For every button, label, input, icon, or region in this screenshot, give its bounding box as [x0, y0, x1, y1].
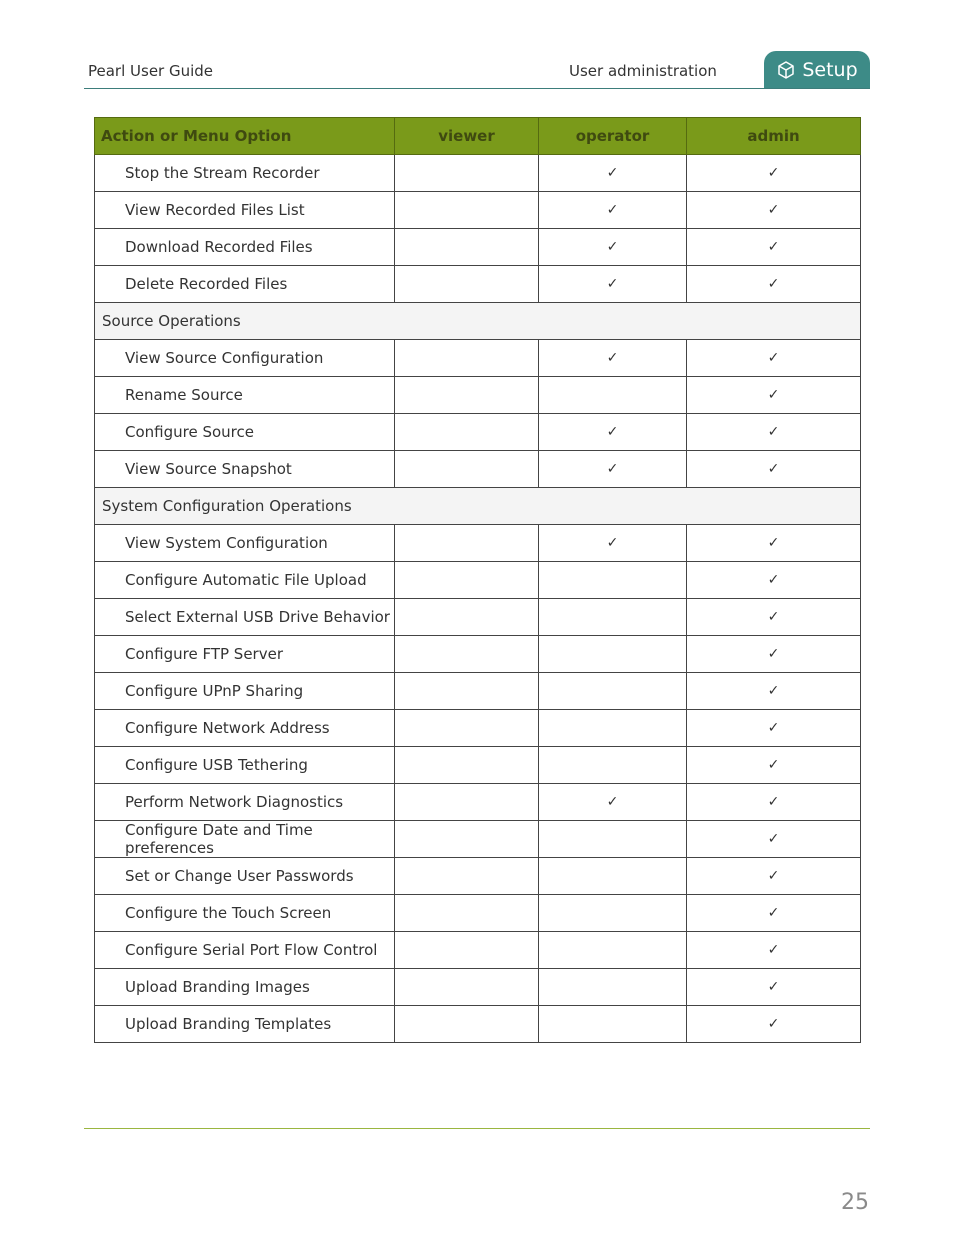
operator-permission-cell: [539, 747, 687, 784]
operator-permission-cell: [539, 969, 687, 1006]
table-row: [95, 266, 861, 303]
table-row: [95, 414, 861, 451]
section-label: System Configuration Operations: [95, 488, 861, 525]
viewer-permission-cell: [395, 895, 539, 932]
operator-permission-cell: [539, 636, 687, 673]
viewer-permission-cell: [395, 414, 539, 451]
admin-permission-cell: ✓: [687, 340, 861, 377]
viewer-permission-cell: [395, 229, 539, 266]
operator-permission-cell: [539, 932, 687, 969]
table-body: [95, 155, 861, 1043]
action-label: Download Recorded Files: [95, 229, 395, 266]
admin-permission-cell: ✓: [687, 932, 861, 969]
setup-tab[interactable]: [764, 51, 870, 88]
viewer-permission-cell: [395, 747, 539, 784]
operator-permission-cell: ✓: [539, 414, 687, 451]
permissions-table: [94, 117, 861, 1043]
admin-permission-cell: ✓: [687, 562, 861, 599]
operator-permission-cell: [539, 599, 687, 636]
admin-permission-cell: ✓: [687, 821, 861, 858]
admin-permission-cell: ✓: [687, 1006, 861, 1043]
operator-permission-cell: [539, 1006, 687, 1043]
admin-permission-cell: ✓: [687, 858, 861, 895]
guide-title: Pearl User Guide: [88, 62, 214, 80]
table-row: [95, 710, 861, 747]
admin-permission-cell: ✓: [687, 636, 861, 673]
admin-permission-cell: ✓: [687, 784, 861, 821]
table-row: [95, 784, 861, 821]
admin-permission-cell: ✓: [687, 525, 861, 562]
action-label: Configure Automatic File Upload: [95, 562, 395, 599]
table-row: [95, 1006, 861, 1043]
operator-permission-cell: [539, 895, 687, 932]
viewer-permission-cell: [395, 710, 539, 747]
admin-permission-cell: ✓: [687, 969, 861, 1006]
admin-permission-cell: ✓: [687, 599, 861, 636]
operator-permission-cell: [539, 821, 687, 858]
admin-permission-cell: ✓: [687, 414, 861, 451]
viewer-permission-cell: [395, 969, 539, 1006]
action-label: Upload Branding Images: [95, 969, 395, 1006]
viewer-permission-cell: [395, 932, 539, 969]
action-label: Set or Change User Passwords: [95, 858, 395, 895]
action-label: Delete Recorded Files: [95, 266, 395, 303]
table-row: [95, 525, 861, 562]
column-header-action: Action or Menu Option: [95, 118, 395, 155]
viewer-permission-cell: [395, 377, 539, 414]
operator-permission-cell: ✓: [539, 229, 687, 266]
table-row: [95, 932, 861, 969]
operator-permission-cell: ✓: [539, 192, 687, 229]
admin-permission-cell: ✓: [687, 451, 861, 488]
column-header-viewer: viewer: [395, 118, 539, 155]
action-label: Configure FTP Server: [95, 636, 395, 673]
operator-permission-cell: ✓: [539, 451, 687, 488]
action-label: View System Configuration: [95, 525, 395, 562]
table-row: [95, 451, 861, 488]
action-label: View Recorded Files List: [95, 192, 395, 229]
admin-permission-cell: ✓: [687, 229, 861, 266]
operator-permission-cell: ✓: [539, 340, 687, 377]
operator-permission-cell: ✓: [539, 266, 687, 303]
table-row: [95, 599, 861, 636]
viewer-permission-cell: [395, 1006, 539, 1043]
cube-icon: [776, 60, 796, 80]
admin-permission-cell: ✓: [687, 155, 861, 192]
action-label: Configure the Touch Screen: [95, 895, 395, 932]
page-number: 25: [841, 1190, 869, 1215]
page-header: [84, 50, 870, 89]
table-row: [95, 821, 861, 858]
table-row: [95, 192, 861, 229]
action-label: Perform Network Diagnostics: [95, 784, 395, 821]
admin-permission-cell: ✓: [687, 673, 861, 710]
operator-permission-cell: [539, 858, 687, 895]
section-title: User administration: [569, 62, 717, 80]
viewer-permission-cell: [395, 192, 539, 229]
action-label: Configure Serial Port Flow Control: [95, 932, 395, 969]
table-row: [95, 895, 861, 932]
admin-permission-cell: ✓: [687, 747, 861, 784]
admin-permission-cell: ✓: [687, 192, 861, 229]
table-row: [95, 340, 861, 377]
operator-permission-cell: ✓: [539, 525, 687, 562]
table-row: [95, 377, 861, 414]
action-label: Configure UPnP Sharing: [95, 673, 395, 710]
viewer-permission-cell: [395, 821, 539, 858]
table-row: [95, 636, 861, 673]
action-label: Rename Source: [95, 377, 395, 414]
viewer-permission-cell: [395, 673, 539, 710]
action-label: Stop the Stream Recorder: [95, 155, 395, 192]
operator-permission-cell: [539, 673, 687, 710]
footer-divider: [84, 1128, 870, 1129]
viewer-permission-cell: [395, 858, 539, 895]
table-row: [95, 969, 861, 1006]
setup-tab-label: Setup: [802, 58, 858, 81]
table-row: [95, 229, 861, 266]
operator-permission-cell: [539, 710, 687, 747]
operator-permission-cell: [539, 562, 687, 599]
viewer-permission-cell: [395, 155, 539, 192]
action-label: View Source Configuration: [95, 340, 395, 377]
action-label: Configure Date and Time preferences: [95, 821, 395, 858]
admin-permission-cell: ✓: [687, 895, 861, 932]
section-row: [95, 488, 861, 525]
table-row: [95, 562, 861, 599]
section-label: Source Operations: [95, 303, 861, 340]
viewer-permission-cell: [395, 562, 539, 599]
action-label: Configure Source: [95, 414, 395, 451]
table-row: [95, 673, 861, 710]
viewer-permission-cell: [395, 784, 539, 821]
table-row: [95, 155, 861, 192]
column-header-admin: admin: [687, 118, 861, 155]
admin-permission-cell: ✓: [687, 710, 861, 747]
viewer-permission-cell: [395, 636, 539, 673]
viewer-permission-cell: [395, 266, 539, 303]
operator-permission-cell: ✓: [539, 155, 687, 192]
action-label: Configure USB Tethering: [95, 747, 395, 784]
table-row: [95, 747, 861, 784]
admin-permission-cell: ✓: [687, 266, 861, 303]
viewer-permission-cell: [395, 599, 539, 636]
action-label: Select External USB Drive Behavior: [95, 599, 395, 636]
viewer-permission-cell: [395, 451, 539, 488]
table-header-row: [95, 118, 861, 155]
action-label: View Source Snapshot: [95, 451, 395, 488]
table-row: [95, 858, 861, 895]
operator-permission-cell: ✓: [539, 784, 687, 821]
viewer-permission-cell: [395, 340, 539, 377]
section-row: [95, 303, 861, 340]
action-label: Configure Network Address: [95, 710, 395, 747]
admin-permission-cell: ✓: [687, 377, 861, 414]
operator-permission-cell: [539, 377, 687, 414]
viewer-permission-cell: [395, 525, 539, 562]
column-header-operator: operator: [539, 118, 687, 155]
action-label: Upload Branding Templates: [95, 1006, 395, 1043]
